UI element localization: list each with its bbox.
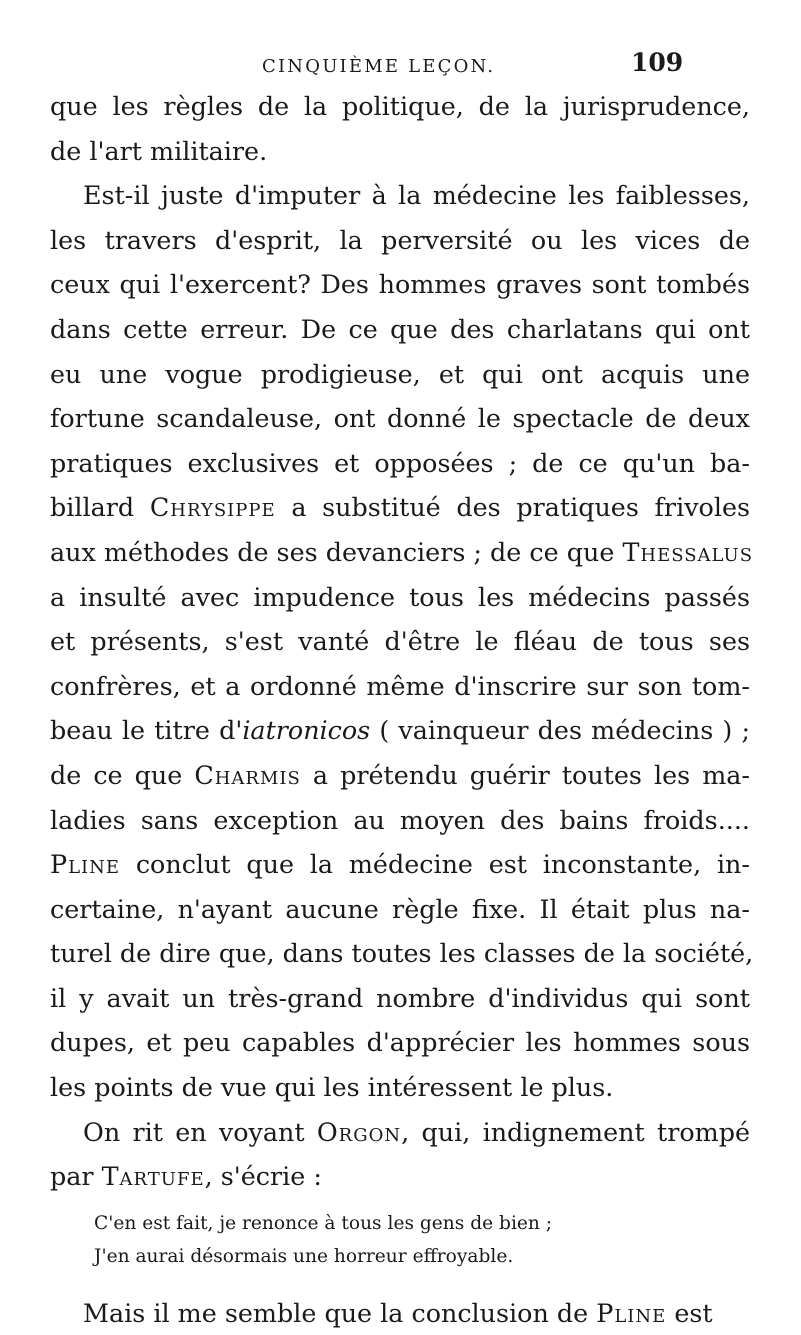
- text-line: eu une vogue prodigieuse, et qui ont acquis une: [50, 358, 750, 389]
- text-line: beau le titre d'iatronicos ( vainqueur des médecins ) ;: [50, 715, 750, 746]
- page-header: [0, 38, 801, 82]
- text-line: pratiques exclusives et opposées ; de ce qu'un ba-: [50, 447, 750, 478]
- proper-name: Tartufe: [101, 1161, 205, 1192]
- text-line: certaine, n'ayant aucune règle fixe. Il était plus na-: [50, 893, 750, 924]
- text-line: Mais il me semble que la conclusion de Pline est: [83, 1297, 713, 1328]
- text-line: turel de dire que, dans toutes les classes de la société,: [50, 938, 754, 969]
- proper-name: Thessalus: [622, 536, 754, 567]
- text-line: ladies sans exception au moyen des bains froids....: [50, 804, 750, 835]
- text-line: On rit en voyant Orgon, qui, indignement trompé: [83, 1116, 750, 1147]
- text-line: confrères, et a ordonné même d'inscrire sur son tom-: [50, 670, 750, 701]
- body-text: [50, 84, 754, 1335]
- text-line: les travers d'esprit, la perversité ou les vices de: [50, 224, 750, 255]
- text-line: billard Chrysippe a substitué des pratiques frivoles: [50, 492, 751, 523]
- proper-name: Pline: [50, 849, 121, 880]
- text-line: que les règles de la politique, de la jurisprudence,: [50, 91, 750, 121]
- text-line: il y avait un très-grand nombre d'individus qui sont: [50, 982, 750, 1013]
- text-line: aux méthodes de ses devanciers ; de ce que Thessalus: [50, 536, 754, 567]
- quote-line: J'en aurai désormais une horreur effroyable.: [94, 1245, 514, 1267]
- proper-name: Chrysippe: [149, 492, 276, 523]
- proper-name: Orgon: [316, 1116, 402, 1147]
- page-number: 109: [631, 48, 684, 77]
- text-line: a insulté avec impudence tous les médecins passés: [50, 581, 750, 612]
- running-head: CINQUIÈME LEÇON.: [262, 56, 496, 77]
- text-line: et présents, s'est vanté d'être le fléau de tous ses: [50, 626, 750, 657]
- text-line: dans cette erreur. De ce que des charlatans qui ont: [50, 313, 750, 344]
- text-line: fortune scandaleuse, ont donné le spectacle de deux: [50, 403, 750, 434]
- text-line: les points de vue qui les intéressent le plus.: [50, 1072, 614, 1103]
- proper-name: Charmis: [194, 759, 301, 790]
- verse-quote: [50, 1207, 750, 1273]
- paragraphs: [50, 84, 754, 1199]
- text-line: dupes, et peu capables d'apprécier les hommes sous: [50, 1027, 750, 1058]
- italic-term: iatronicos: [242, 715, 371, 746]
- closing-paragraph: [50, 1291, 750, 1335]
- text-line: de l'art militaire.: [50, 135, 268, 166]
- text-line: ceux qui l'exercent? Des hommes graves sont tombés: [50, 269, 750, 300]
- text-line: Pline conclut que la médecine est inconstante, in-: [50, 849, 750, 880]
- text-line: de ce que Charmis a prétendu guérir toutes les ma-: [50, 759, 750, 790]
- text-line: par Tartufe, s'écrie :: [50, 1161, 322, 1192]
- text-line: Est-il juste d'imputer à la médecine les faiblesses,: [83, 180, 750, 211]
- quote-line: C'en est fait, je renonce à tous les gens de bien ;: [94, 1212, 553, 1234]
- proper-name: Pline: [596, 1297, 667, 1328]
